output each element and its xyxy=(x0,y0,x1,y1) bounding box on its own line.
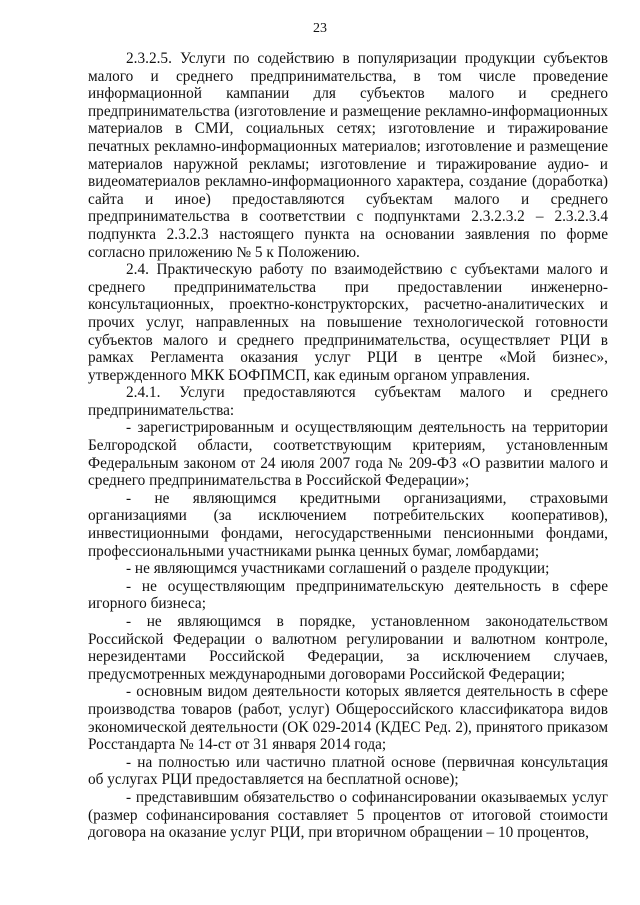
paragraph-2-3-2-5: 2.3.2.5. Услуги по содействию в популяризации продукции субъектов малого и среднего предпринимательства, в том числе проведение информационной кампании для субъектов малого и среднего предпринимательства (изготовление и размещение рекламно-информационных материалов в СМИ, социальных сетях; изготовление и тиражирование печатных рекламно-информационных материалов; изготовление и размещение материалов наружной рекламы; изготовление и тиражирование аудио- и видеоматериалов рекламно-информационного характера, создание (доработка) сайта и иное) предоставляются субъектам малого и среднего предпринимательства в соответствии с подпунктами 2.3.2.3.2 – 2.3.2.3.4 подпункта 2.3.2.3 настоящего пункта на основании заявления по форме согласно приложению № 5 к Положению. xyxy=(88,50,608,261)
page-number: 23 xyxy=(313,21,327,36)
paragraph-2-4-1: 2.4.1. Услуги предоставляются субъектам малого и среднего предпринимательства: xyxy=(88,384,608,419)
list-item-not-credit-organizations: - не являющимся кредитными организациями, страховыми организациями (за исключением потребительских кооперативов), инвестиционными фондами, негосударственными пенсионными фондами, профессиональными участниками рынка ценных бумаг, ломбардами; xyxy=(88,489,608,560)
list-item-paid-basis: - на полностью или частично платной основе (первичная консультация об услугах РЦИ предоставляется на бесплатной основе); xyxy=(88,753,608,789)
document-body xyxy=(88,50,608,842)
list-item-not-nonresidents: - не являющимся в порядке, установленном законодательством Российской Федерации о валютном регулировании и валютном контроле, нерезидентами Российской Федерации, за исключением случаев, предусмотренных международными договорами Российской Федерации; xyxy=(88,613,608,683)
paragraph-2-4: 2.4. Практическую работу по взаимодействию с субъектами малого и среднего предпринимательства при предоставлении инженерно-консультационных, проектно-конструкторских, расчетно-аналитических и прочих услуг, направленных на повышение технологической готовности субъектов малого и среднего предпринимательства, осуществляет РЦИ в рамках Регламента оказания услуг РЦИ в центре «Мой бизнес», утвержденного МКК БОФПМСП, как единым органом управления. xyxy=(88,261,608,384)
list-item-cofinancing: - представившим обязательство о софинансировании оказываемых услуг (размер софинансирования составляет 5 процентов от итоговой стоимости договора на оказание услуг РЦИ, при вторичном обращении – 10 процентов, xyxy=(88,788,608,842)
list-item-not-gambling: - не осуществляющим предпринимательскую деятельность в сфере игорного бизнеса; xyxy=(88,577,608,613)
list-item-main-activity: - основным видом деятельности которых является деятельность в сфере производства товаров (работ, услуг) Общероссийского классификатора видов экономической деятельности (ОК 029-2014 (КДЕС Ред. 2), принятого приказом Росстандарта № 14-ст от 31 января 2014 года; xyxy=(88,683,608,754)
list-item-registered: - зарегистрированным и осуществляющим деятельность на территории Белгородской области, соответствующим критериям, установленным Федеральным законом от 24 июля 2007 года № 209-ФЗ «О развитии малого и среднего предпринимательства в Российской Федерации»; xyxy=(88,419,608,490)
list-item-not-production-sharing: - не являющимся участниками соглашений о разделе продукции; xyxy=(126,560,550,578)
